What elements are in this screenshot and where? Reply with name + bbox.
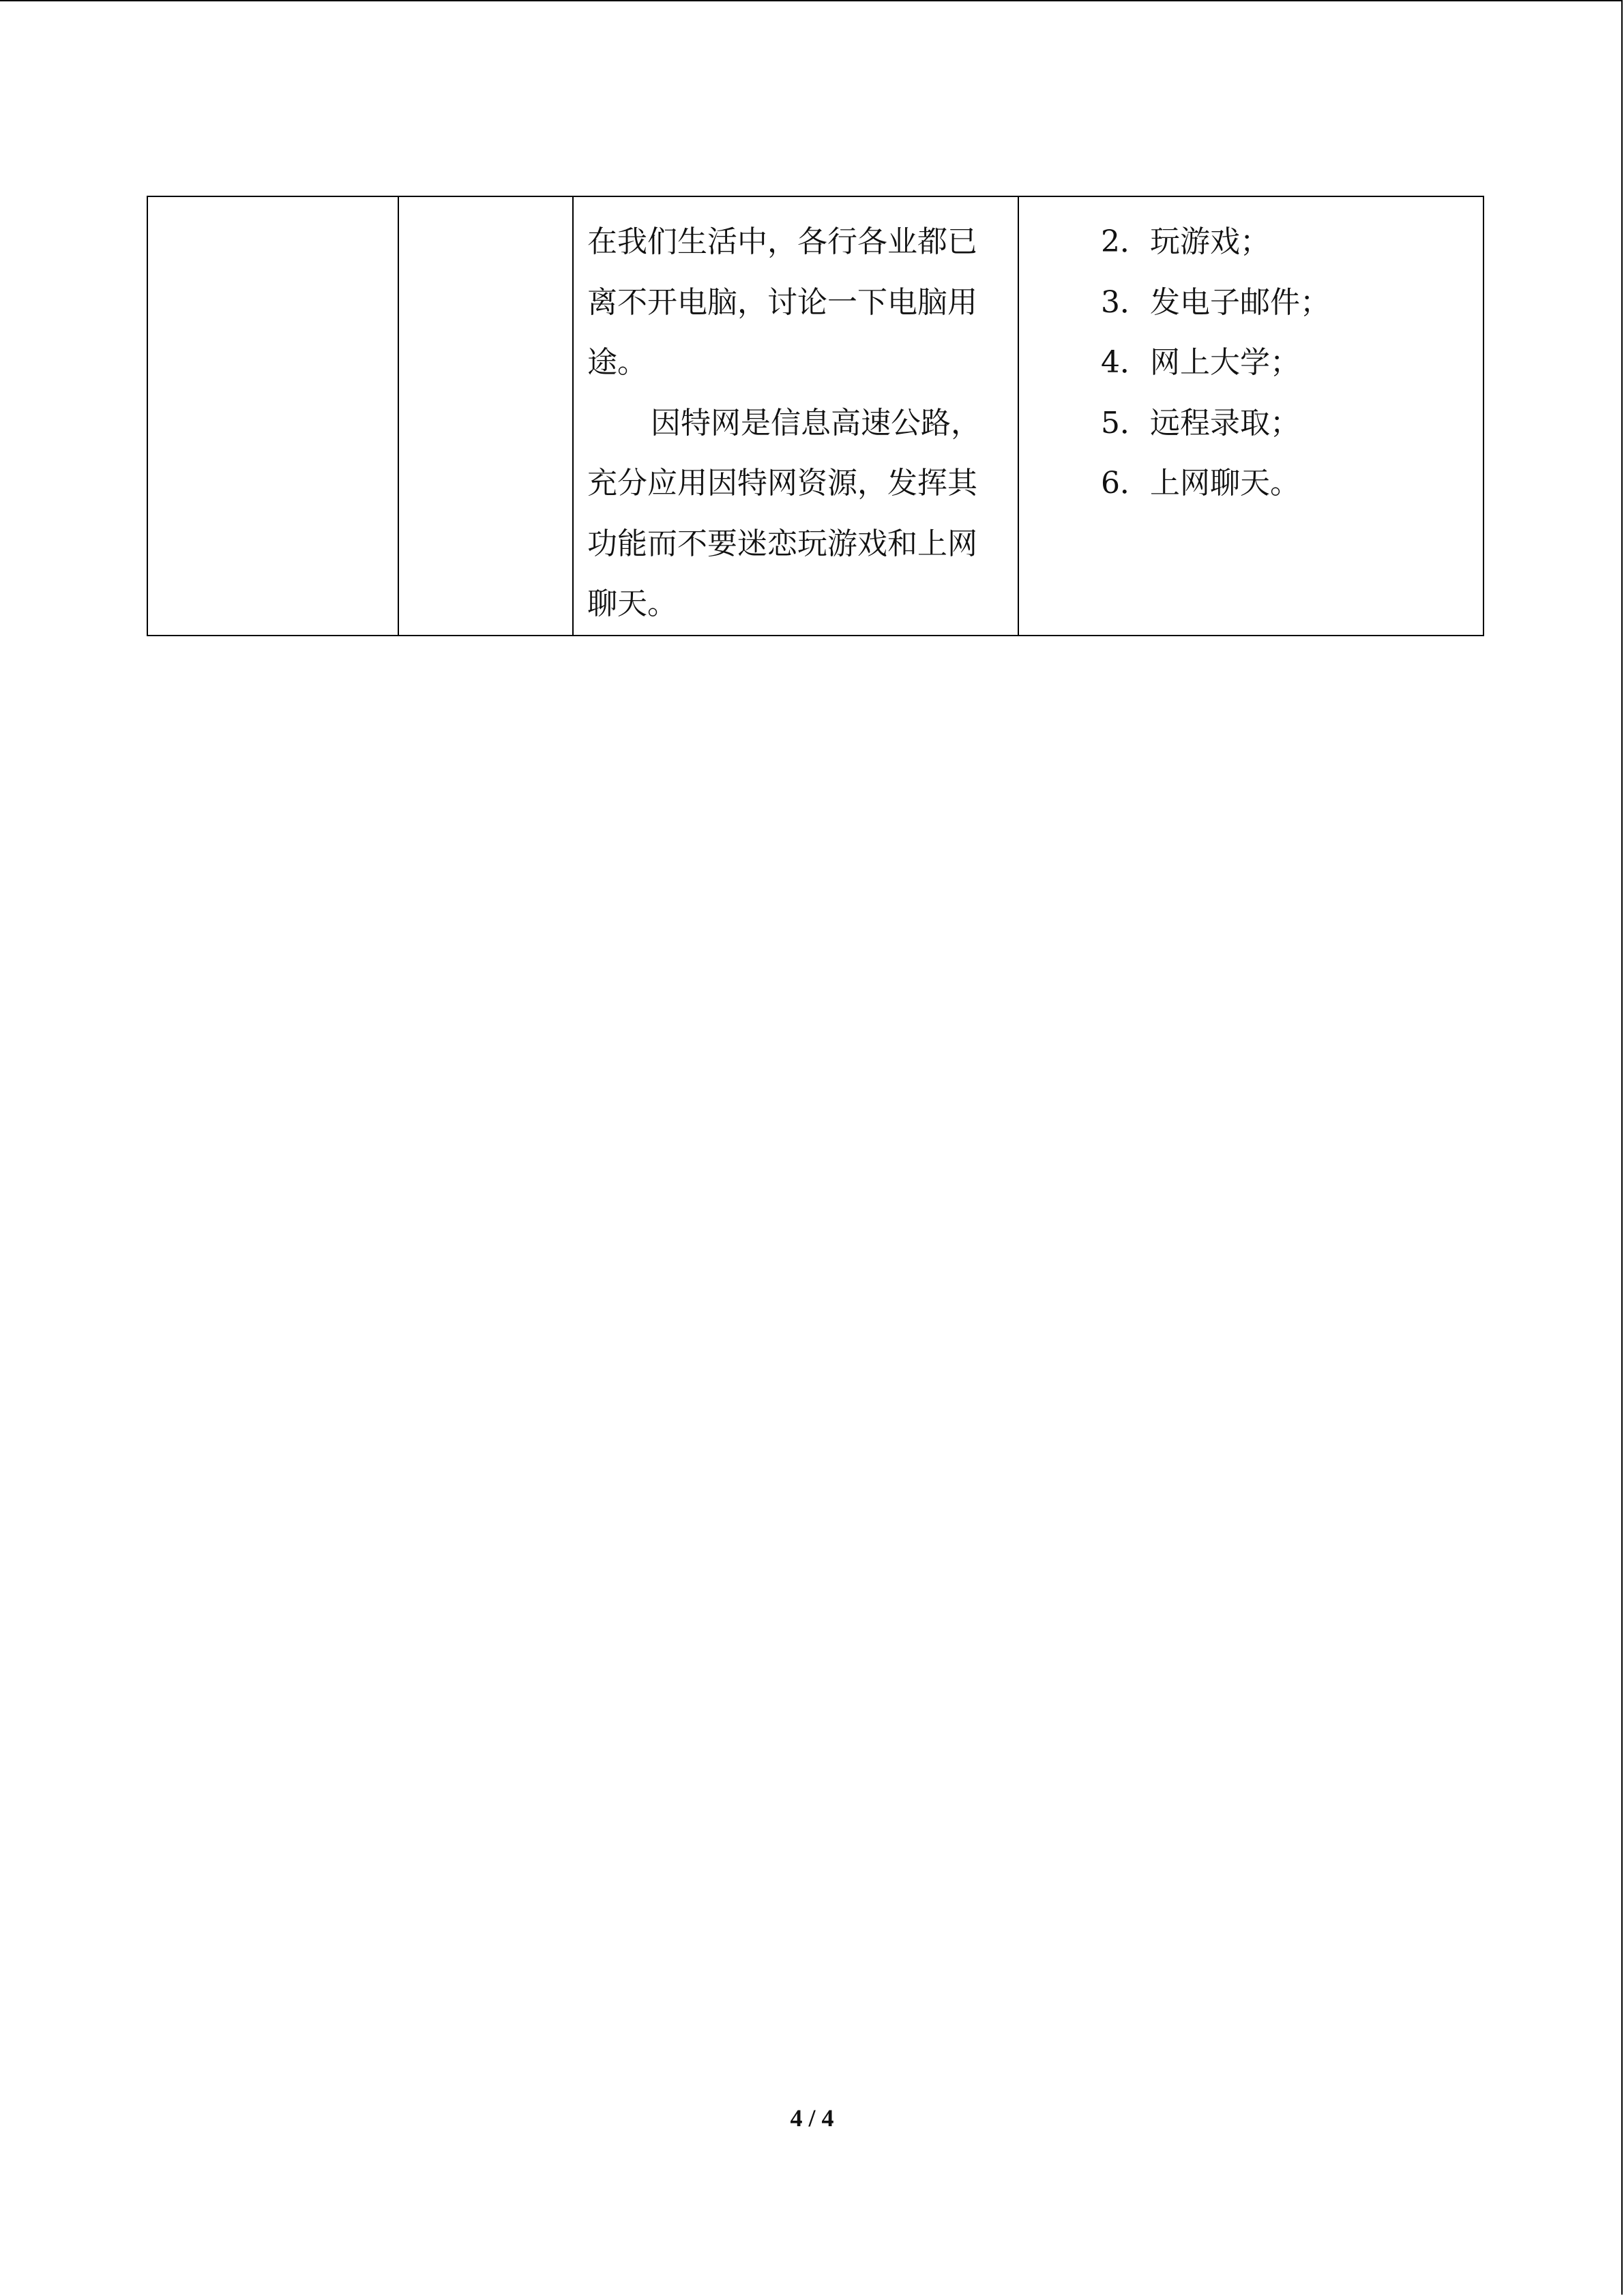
activity-paragraph-2: 因特网是信息高速公路，充分应用因特网资源，发挥其功能而不要迷恋玩游戏和上网聊天。	[587, 405, 981, 621]
table-cell-activity	[573, 196, 1018, 636]
table-row	[147, 196, 1483, 636]
list-item: 3．发电子邮件；	[1101, 284, 1330, 320]
page-number: 4 / 4	[790, 2104, 834, 2132]
table-cell-list	[1018, 196, 1483, 636]
list-item: 6．上网聊天。	[1101, 466, 1300, 501]
list-item: 2．玩游戏；	[1101, 224, 1270, 259]
activity-paragraph-1: 在我们生活中，各行各业都已离不开电脑，讨论一下电脑用途。	[587, 224, 977, 380]
lesson-plan-table	[147, 196, 1484, 636]
list-item: 4．网上大学；	[1101, 345, 1300, 380]
list-item: 5．远程录取；	[1101, 405, 1300, 441]
uses-list	[1019, 197, 1483, 514]
table-cell-empty-2	[398, 196, 573, 636]
table-cell-empty-1	[147, 196, 398, 636]
